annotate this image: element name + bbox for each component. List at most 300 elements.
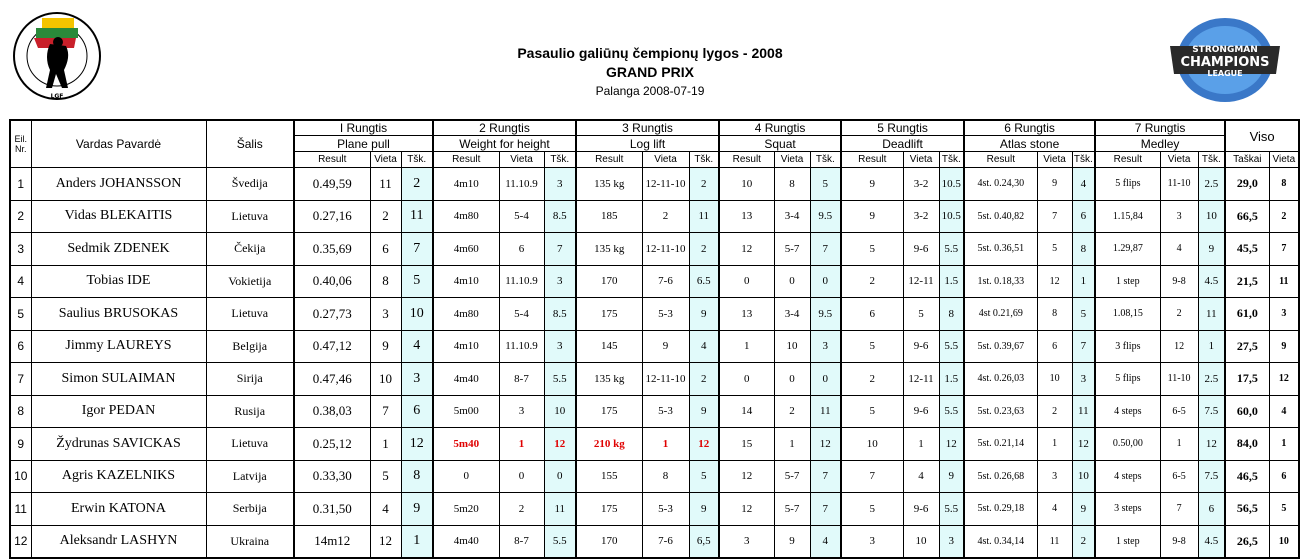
event-place: 10 — [370, 363, 401, 396]
row-number: 11 — [10, 493, 31, 526]
event-points: 3 — [810, 330, 841, 363]
event-points: 7 — [1072, 330, 1095, 363]
event-points: 3 — [544, 168, 576, 201]
event-result: 12 — [719, 493, 774, 526]
col-total-rank: Vieta — [1269, 152, 1299, 168]
event-place: 4 — [1037, 493, 1072, 526]
event-result: 155 — [576, 460, 642, 493]
event-result: 1 — [719, 330, 774, 363]
event-name: Log lift — [576, 136, 719, 152]
event-points: 5 — [1072, 298, 1095, 331]
event-points: 6 — [1198, 493, 1225, 526]
event-points: 3 — [939, 525, 964, 558]
event-result: 175 — [576, 493, 642, 526]
row-number: 1 — [10, 168, 31, 201]
total-rank: 3 — [1269, 298, 1299, 331]
col-points: Tšk. — [810, 152, 841, 168]
event-points: 11 — [401, 200, 433, 233]
athlete-name: Erwin KATONA — [31, 493, 206, 526]
row-number: 2 — [10, 200, 31, 233]
page-subtitle: GRAND PRIX — [606, 64, 694, 80]
event-place: 12 — [1037, 265, 1072, 298]
total-rank: 5 — [1269, 493, 1299, 526]
total-points: 17,5 — [1225, 363, 1269, 396]
col-total-points: Taškai — [1225, 152, 1269, 168]
event-result: 0.27,16 — [294, 200, 370, 233]
total-points: 21,5 — [1225, 265, 1269, 298]
event-points: 0 — [810, 265, 841, 298]
event-points: 0 — [810, 363, 841, 396]
row-number: 4 — [10, 265, 31, 298]
event-points: 12 — [1072, 428, 1095, 461]
event-name: Plane pull — [294, 136, 433, 152]
col-place: Vieta — [370, 152, 401, 168]
event-result: 7 — [841, 460, 903, 493]
event-points: 10.5 — [939, 200, 964, 233]
event-place: 2 — [1037, 395, 1072, 428]
event-place: 11-10 — [1160, 168, 1198, 201]
col-place: Vieta — [1160, 152, 1198, 168]
event-result: 0.47,46 — [294, 363, 370, 396]
event-result: 12 — [719, 460, 774, 493]
event-result: 4st. 0.24,30 — [964, 168, 1037, 201]
row-number: 6 — [10, 330, 31, 363]
athlete-name: Sedmik ZDENEK — [31, 233, 206, 266]
event-result: 5m20 — [433, 493, 499, 526]
svg-text:STRONGMAN: STRONGMAN — [1192, 45, 1258, 55]
event-place: 5 — [903, 298, 939, 331]
event-result: 135 kg — [576, 363, 642, 396]
event-result: 4st. 0.26,03 — [964, 363, 1037, 396]
event-place: 11.10.9 — [499, 265, 544, 298]
event-result: 1.08,15 — [1095, 298, 1160, 331]
event-result: 4m40 — [433, 363, 499, 396]
event-place: 7 — [1160, 493, 1198, 526]
event-result: 5m40 — [433, 428, 499, 461]
event-result: 4m40 — [433, 525, 499, 558]
table-row — [10, 200, 1299, 233]
event-place: 1 — [1037, 428, 1072, 461]
event-points: 5.5 — [939, 493, 964, 526]
event-place: 12 — [370, 525, 401, 558]
event-place: 10 — [1037, 363, 1072, 396]
col-points: Tšk. — [544, 152, 576, 168]
athlete-name: Agris KAZELNIKS — [31, 460, 206, 493]
event-round: 3 Rungtis — [576, 120, 719, 136]
event-result: 13 — [719, 298, 774, 331]
event-place: 8 — [370, 265, 401, 298]
event-result: 3 flips — [1095, 330, 1160, 363]
event-place: 3-4 — [774, 200, 810, 233]
row-number: 3 — [10, 233, 31, 266]
event-name: Deadlift — [841, 136, 964, 152]
event-place: 9-6 — [903, 493, 939, 526]
event-points: 8 — [401, 460, 433, 493]
total-rank: 6 — [1269, 460, 1299, 493]
table-row — [10, 363, 1299, 396]
col-points: Tšk. — [689, 152, 719, 168]
event-place: 3 — [1037, 460, 1072, 493]
event-points: 4.5 — [1198, 265, 1225, 298]
total-rank: 4 — [1269, 395, 1299, 428]
event-result: 9 — [841, 200, 903, 233]
event-place: 11 — [370, 168, 401, 201]
table-row — [10, 428, 1299, 461]
event-result: 0 — [719, 265, 774, 298]
event-points: 9 — [689, 395, 719, 428]
event-result: 2 — [841, 265, 903, 298]
athlete-country: Švedija — [206, 168, 294, 201]
event-points: 4 — [689, 330, 719, 363]
athlete-name: Tobias IDE — [31, 265, 206, 298]
event-points: 3 — [1072, 363, 1095, 396]
athlete-name: Simon SULAIMAN — [31, 363, 206, 396]
col-place: Vieta — [774, 152, 810, 168]
event-place: 5-7 — [774, 460, 810, 493]
event-place: 1 — [774, 428, 810, 461]
event-place: 5 — [370, 460, 401, 493]
event-points: 8.5 — [544, 200, 576, 233]
event-place: 8-7 — [499, 363, 544, 396]
event-result: 0.49,59 — [294, 168, 370, 201]
event-points: 10.5 — [939, 168, 964, 201]
col-points: Tšk. — [939, 152, 964, 168]
event-points: 7 — [810, 233, 841, 266]
event-points: 9 — [939, 460, 964, 493]
event-place: 5-4 — [499, 200, 544, 233]
event-points: 4 — [1072, 168, 1095, 201]
event-points: 1 — [401, 525, 433, 558]
event-place: 9 — [774, 525, 810, 558]
event-points: 4 — [401, 330, 433, 363]
event-place: 10 — [774, 330, 810, 363]
event-result: 4 steps — [1095, 395, 1160, 428]
event-points: 2 — [689, 363, 719, 396]
event-result: 5st. 0.21,14 — [964, 428, 1037, 461]
athlete-country: Ukraina — [206, 525, 294, 558]
event-place: 6-5 — [1160, 460, 1198, 493]
header-country: Šalis — [206, 120, 294, 168]
event-place: 2 — [370, 200, 401, 233]
event-place: 6 — [1037, 330, 1072, 363]
event-place: 9 — [370, 330, 401, 363]
event-round: 6 Rungtis — [964, 120, 1095, 136]
event-place: 5-3 — [642, 395, 689, 428]
col-result: Result — [433, 152, 499, 168]
event-result: 3 — [841, 525, 903, 558]
total-points: 27,5 — [1225, 330, 1269, 363]
event-points: 5 — [810, 168, 841, 201]
event-place: 1 — [370, 428, 401, 461]
event-place: 11.10.9 — [499, 168, 544, 201]
total-rank: 7 — [1269, 233, 1299, 266]
event-place: 2 — [642, 200, 689, 233]
event-points: 6 — [1072, 200, 1095, 233]
event-place: 3 — [370, 298, 401, 331]
event-result: 5st. 0.23,63 — [964, 395, 1037, 428]
event-place: 0 — [774, 363, 810, 396]
event-points: 9 — [689, 298, 719, 331]
event-place: 5-4 — [499, 298, 544, 331]
table-row — [10, 460, 1299, 493]
event-place: 7-6 — [642, 265, 689, 298]
event-result: 0.47,12 — [294, 330, 370, 363]
event-points: 8 — [1072, 233, 1095, 266]
event-place: 2 — [1160, 298, 1198, 331]
event-place: 11-10 — [1160, 363, 1198, 396]
athlete-country: Rusija — [206, 395, 294, 428]
svg-text:LEAGUE: LEAGUE — [1207, 69, 1243, 78]
event-result: 5 — [841, 233, 903, 266]
event-place: 8-7 — [499, 525, 544, 558]
total-rank: 10 — [1269, 525, 1299, 558]
athlete-country: Latvija — [206, 460, 294, 493]
event-place: 4 — [903, 460, 939, 493]
event-result: 175 — [576, 298, 642, 331]
event-result: 0.40,06 — [294, 265, 370, 298]
event-result: 5st. 0.39,67 — [964, 330, 1037, 363]
event-result: 170 — [576, 525, 642, 558]
col-points: Tšk. — [1198, 152, 1225, 168]
event-points: 4.5 — [1198, 525, 1225, 558]
col-result: Result — [719, 152, 774, 168]
event-result: 3 — [719, 525, 774, 558]
event-result: 5 — [841, 395, 903, 428]
event-result: 4m10 — [433, 265, 499, 298]
event-round: 5 Rungtis — [841, 120, 964, 136]
event-place: 3-2 — [903, 200, 939, 233]
event-round: 4 Rungtis — [719, 120, 841, 136]
event-result: 0.50,00 — [1095, 428, 1160, 461]
total-points: 46,5 — [1225, 460, 1269, 493]
event-result: 5 — [841, 330, 903, 363]
event-place: 3 — [1160, 200, 1198, 233]
col-points: Tšk. — [401, 152, 433, 168]
row-number: 12 — [10, 525, 31, 558]
event-place: 6-5 — [1160, 395, 1198, 428]
col-place: Vieta — [903, 152, 939, 168]
event-result: 0 — [433, 460, 499, 493]
event-place: 4 — [1160, 233, 1198, 266]
athlete-name: Anders JOHANSSON — [31, 168, 206, 201]
event-place: 8 — [1037, 298, 1072, 331]
table-row — [10, 330, 1299, 363]
event-result: 1st. 0.18,33 — [964, 265, 1037, 298]
event-result: 9 — [841, 168, 903, 201]
athlete-name: Vidas BLEKAITIS — [31, 200, 206, 233]
event-place: 12-11 — [903, 363, 939, 396]
event-result: 5st. 0.36,51 — [964, 233, 1037, 266]
total-points: 26,5 — [1225, 525, 1269, 558]
event-place: 7 — [370, 395, 401, 428]
event-result: 3 steps — [1095, 493, 1160, 526]
event-points: 5 — [689, 460, 719, 493]
event-place: 5 — [1037, 233, 1072, 266]
results-body — [10, 168, 1299, 558]
event-result: 1 step — [1095, 525, 1160, 558]
event-result: 175 — [576, 395, 642, 428]
event-place: 8 — [642, 460, 689, 493]
event-points: 7 — [810, 460, 841, 493]
event-points: 10 — [1198, 200, 1225, 233]
event-result: 12 — [719, 233, 774, 266]
event-points: 10 — [1072, 460, 1095, 493]
event-place: 6 — [370, 233, 401, 266]
event-result: 5st. 0.26,68 — [964, 460, 1037, 493]
event-place: 9 — [1037, 168, 1072, 201]
athlete-name: Jimmy LAUREYS — [31, 330, 206, 363]
event-points: 10 — [544, 395, 576, 428]
svg-text:CHAMPIONS: CHAMPIONS — [1180, 55, 1270, 70]
event-round: 2 Rungtis — [433, 120, 576, 136]
header-name: Vardas Pavardė — [31, 120, 206, 168]
event-points: 0 — [544, 460, 576, 493]
event-result: 6 — [841, 298, 903, 331]
athlete-country: Lietuva — [206, 428, 294, 461]
event-result: 210 kg — [576, 428, 642, 461]
total-points: 60,0 — [1225, 395, 1269, 428]
table-row — [10, 298, 1299, 331]
athlete-country: Vokietija — [206, 265, 294, 298]
event-place: 11 — [1037, 525, 1072, 558]
event-points: 9.5 — [810, 200, 841, 233]
event-round: 7 Rungtis — [1095, 120, 1225, 136]
event-place: 0 — [499, 460, 544, 493]
event-result: 5 — [841, 493, 903, 526]
event-place: 1 — [499, 428, 544, 461]
total-rank: 8 — [1269, 168, 1299, 201]
event-points: 10 — [401, 298, 433, 331]
event-points: 1.5 — [939, 265, 964, 298]
row-number: 9 — [10, 428, 31, 461]
header-nr: Eil. Nr. — [10, 120, 31, 168]
event-points: 5.5 — [544, 363, 576, 396]
event-place: 12 — [1160, 330, 1198, 363]
event-place: 5-3 — [642, 493, 689, 526]
athlete-name: Saulius BRUSOKAS — [31, 298, 206, 331]
col-result: Result — [841, 152, 903, 168]
col-result: Result — [964, 152, 1037, 168]
event-result: 4m80 — [433, 298, 499, 331]
row-number: 8 — [10, 395, 31, 428]
event-points: 11 — [1072, 395, 1095, 428]
event-result: 0 — [719, 363, 774, 396]
event-points: 11 — [810, 395, 841, 428]
event-result: 15 — [719, 428, 774, 461]
event-points: 9 — [1198, 233, 1225, 266]
event-place: 5-7 — [774, 233, 810, 266]
table-row — [10, 265, 1299, 298]
event-points: 5.5 — [939, 395, 964, 428]
event-place: 4 — [370, 493, 401, 526]
event-place: 3-2 — [903, 168, 939, 201]
total-points: 61,0 — [1225, 298, 1269, 331]
event-place: 7 — [1037, 200, 1072, 233]
total-rank: 12 — [1269, 363, 1299, 396]
event-result: 135 kg — [576, 168, 642, 201]
event-points: 9.5 — [810, 298, 841, 331]
event-place: 12-11-10 — [642, 363, 689, 396]
col-place: Vieta — [499, 152, 544, 168]
event-result: 1.29,87 — [1095, 233, 1160, 266]
total-rank: 1 — [1269, 428, 1299, 461]
col-place: Vieta — [642, 152, 689, 168]
col-points: Tšk. — [1072, 152, 1095, 168]
event-result: 5 flips — [1095, 168, 1160, 201]
event-points: 7.5 — [1198, 460, 1225, 493]
event-name: Squat — [719, 136, 841, 152]
event-place: 2 — [499, 493, 544, 526]
row-number: 7 — [10, 363, 31, 396]
event-points: 12 — [544, 428, 576, 461]
event-points: 12 — [1198, 428, 1225, 461]
event-points: 5 — [401, 265, 433, 298]
event-result: 4m80 — [433, 200, 499, 233]
event-result: 0.38,03 — [294, 395, 370, 428]
col-place: Vieta — [1037, 152, 1072, 168]
header-total: Viso — [1225, 120, 1299, 152]
event-result: 14m12 — [294, 525, 370, 558]
event-result: 1.15,84 — [1095, 200, 1160, 233]
event-points: 2 — [401, 168, 433, 201]
event-place: 3 — [499, 395, 544, 428]
event-place: 3-4 — [774, 298, 810, 331]
col-result: Result — [294, 152, 370, 168]
event-points: 12 — [939, 428, 964, 461]
event-points: 6.5 — [689, 265, 719, 298]
athlete-country: Lietuva — [206, 200, 294, 233]
athlete-name: Žydrunas SAVICKAS — [31, 428, 206, 461]
row-number: 10 — [10, 460, 31, 493]
event-place: 1 — [903, 428, 939, 461]
event-place: 1 — [642, 428, 689, 461]
event-result: 0.35,69 — [294, 233, 370, 266]
total-points: 84,0 — [1225, 428, 1269, 461]
event-points: 6 — [401, 395, 433, 428]
event-name: Weight for height — [433, 136, 576, 152]
event-result: 1 step — [1095, 265, 1160, 298]
table-row — [10, 525, 1299, 558]
event-place: 9-6 — [903, 233, 939, 266]
total-rank: 11 — [1269, 265, 1299, 298]
event-result: 0.33,30 — [294, 460, 370, 493]
event-result: 135 kg — [576, 233, 642, 266]
event-result: 4m10 — [433, 168, 499, 201]
total-points: 45,5 — [1225, 233, 1269, 266]
event-result: 10 — [841, 428, 903, 461]
event-points: 2 — [1072, 525, 1095, 558]
event-points: 7 — [544, 233, 576, 266]
table-row — [10, 233, 1299, 266]
total-points: 66,5 — [1225, 200, 1269, 233]
event-points: 12 — [689, 428, 719, 461]
total-points: 56,5 — [1225, 493, 1269, 526]
svg-text:LGF: LGF — [50, 93, 64, 100]
event-result: 13 — [719, 200, 774, 233]
event-place: 6 — [499, 233, 544, 266]
event-place: 9-8 — [1160, 265, 1198, 298]
page-title: Pasaulio galiūnų čempionų lygos - 2008 — [517, 45, 783, 61]
event-points: 5.5 — [939, 330, 964, 363]
event-result: 4m10 — [433, 330, 499, 363]
event-result: 185 — [576, 200, 642, 233]
event-points: 9 — [1072, 493, 1095, 526]
event-points: 12 — [401, 428, 433, 461]
event-result: 5st. 0.40,82 — [964, 200, 1037, 233]
event-place: 12-11-10 — [642, 168, 689, 201]
place-date: Palanga 2008-07-19 — [595, 84, 705, 98]
row-number: 5 — [10, 298, 31, 331]
